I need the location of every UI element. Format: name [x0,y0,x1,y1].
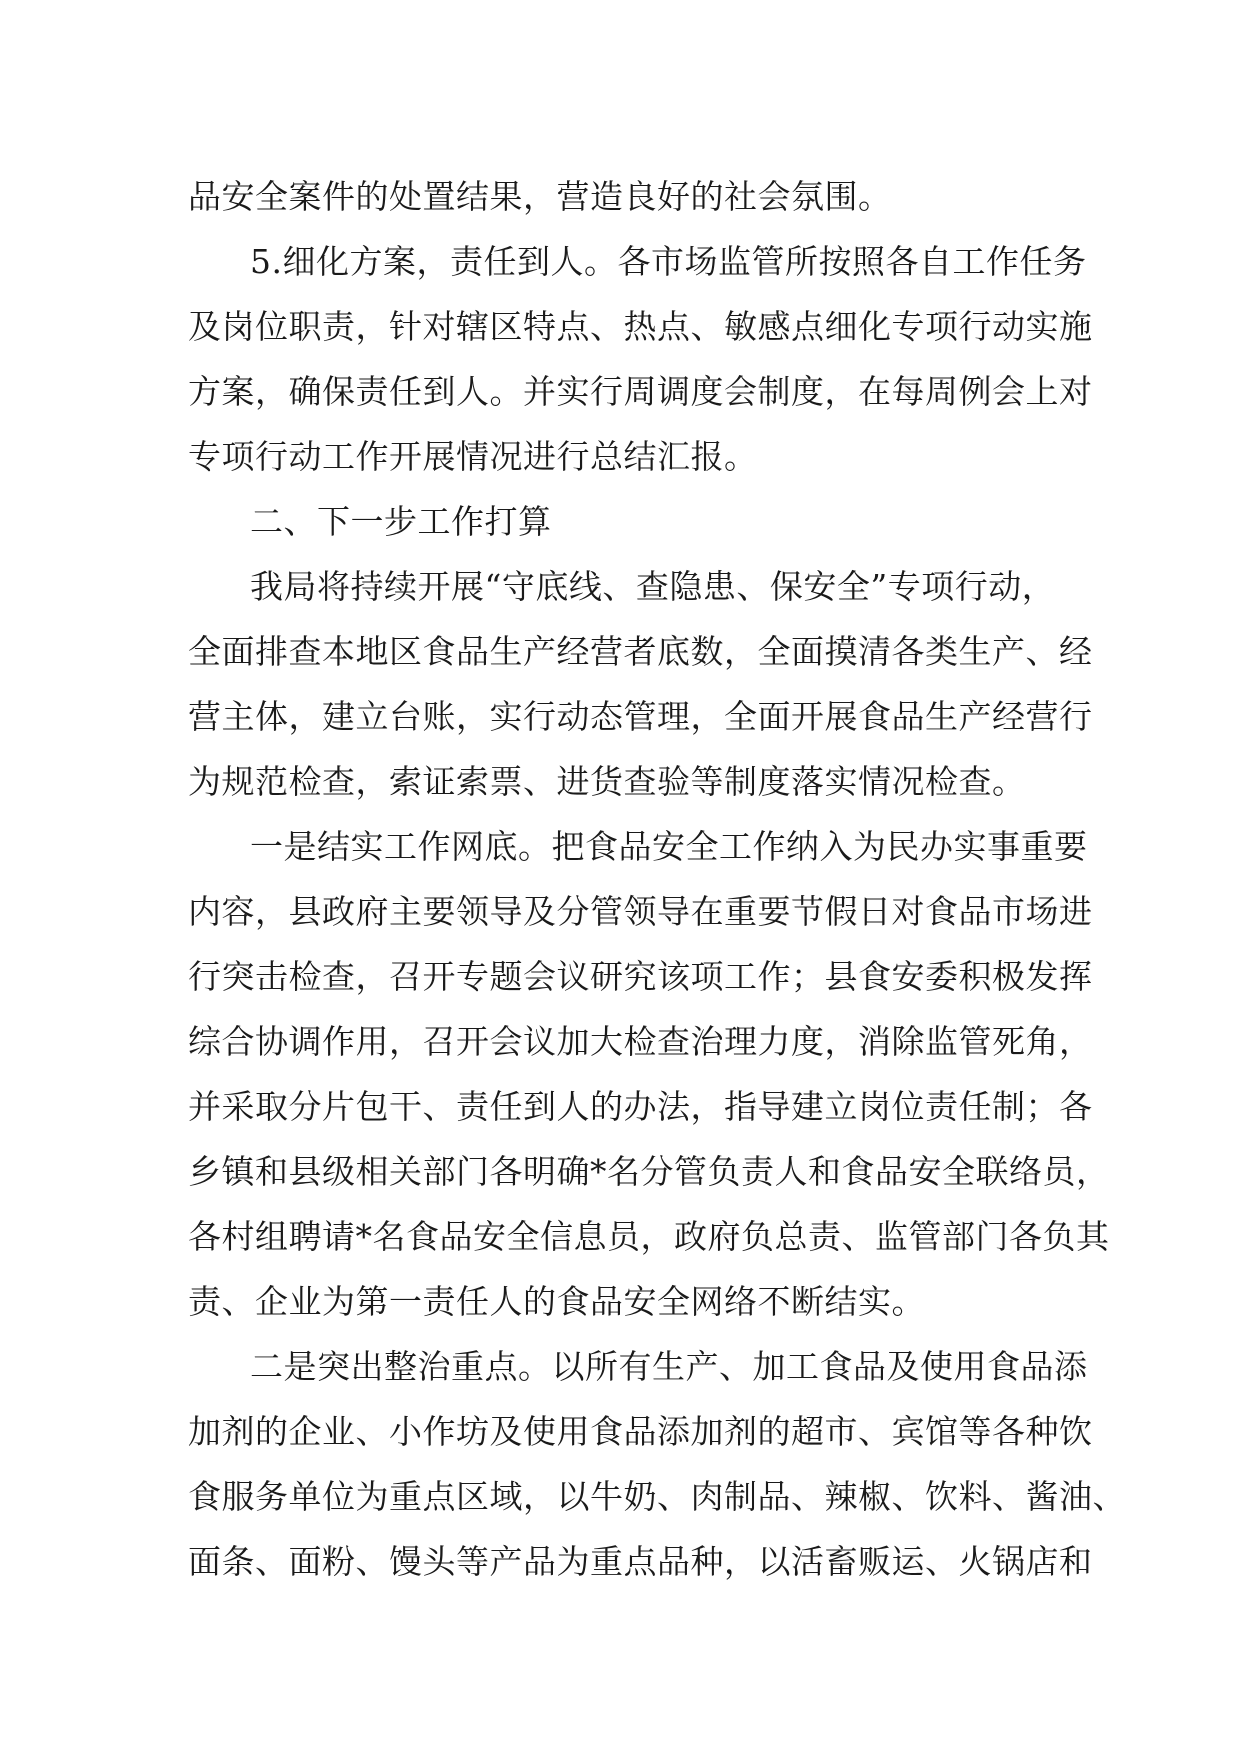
text-line: 二是突出整治重点。以所有生产、加工食品及使用食品添 [250,1347,1088,1386]
text-line: 责、企业为第一责任人的食品安全网络不断结实。 [188,1282,925,1321]
text-line: 专项行动工作开展情况进行总结汇报。 [188,437,758,476]
section-heading: 二、下一步工作打算 [250,502,552,541]
text-line: 食服务单位为重点区域，以牛奶、肉制品、辣椒、饮料、酱油、 [188,1477,1126,1516]
text-line: 一是结实工作网底。把食品安全工作纳入为民办实事重要 [250,827,1088,866]
text-line: 行突击检查，召开专题会议研究该项工作；县食安委积极发挥 [188,957,1093,996]
text-line: 各村组聘请*名食品安全信息员，政府负总责、监管部门各负其 [188,1217,1110,1256]
text-line: 营主体，建立台账，实行动态管理，全面开展食品生产经营行 [188,697,1093,736]
text-line: 综合协调作用，召开会议加大检查治理力度，消除监管死角， [188,1022,1093,1061]
text-line: 及岗位职责，针对辖区特点、热点、敏感点细化专项行动实施 [188,307,1093,346]
text-line: 为规范检查，索证索票、进货查验等制度落实情况检查。 [188,762,1026,801]
text-line: 全面排查本地区食品生产经营者底数，全面摸清各类生产、经 [188,632,1093,671]
text-line: 5.细化方案，责任到人。各市场监管所按照各自工作任务 [250,242,1087,281]
text-line: 面条、面粉、馒头等产品为重点品种，以活畜贩运、火锅店和 [188,1542,1093,1581]
text-line: 加剂的企业、小作坊及使用食品添加剂的超市、宾馆等各种饮 [188,1412,1093,1451]
text-line: 乡镇和县级相关部门各明确*名分管负责人和食品安全联络员， [188,1152,1110,1191]
text-line: 我局将持续开展“守底线、查隐患、保安全”专项行动， [250,567,1056,606]
text-line: 内容，县政府主要领导及分管领导在重要节假日对食品市场进 [188,892,1093,931]
text-line: 并采取分片包干、责任到人的办法，指导建立岗位责任制；各 [188,1087,1093,1126]
text-line: 方案，确保责任到人。并实行周调度会制度，在每周例会上对 [188,372,1093,411]
text-line: 品安全案件的处置结果，营造良好的社会氛围。 [188,177,892,216]
document-body [188,164,1126,1594]
